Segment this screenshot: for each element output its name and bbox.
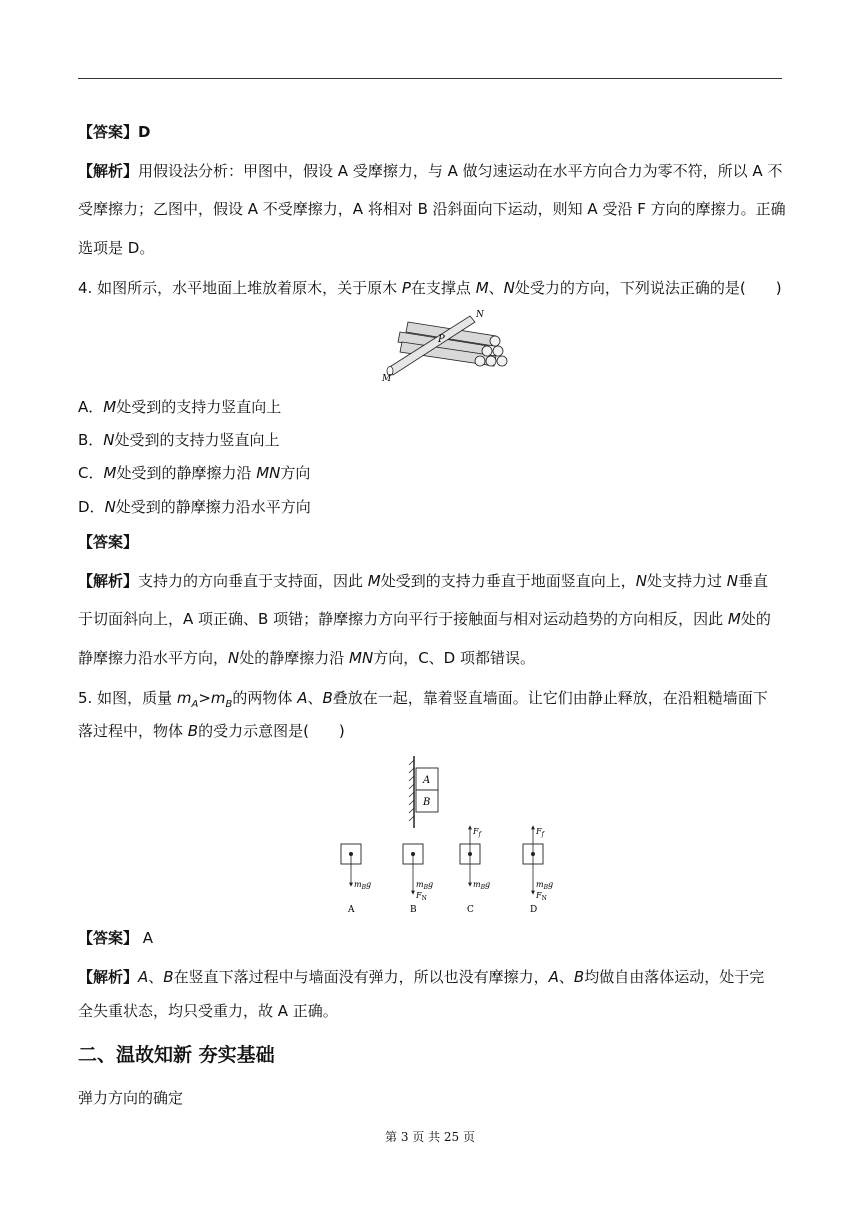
q4-stem: 4. 如图所示，水平地面上堆放着原木，关于原木 P在支撑点 M、N处受力的方向，下列说法正确的是( ) xyxy=(78,279,782,297)
option-a-diagram xyxy=(341,844,371,915)
q5-analysis-line-2: 全失重状态，均只受重力，故 A 正确。 xyxy=(78,1002,338,1020)
svg-text:mBg: $m_Bg$ xyxy=(473,880,491,891)
label-m: M xyxy=(382,374,392,384)
q3-analysis-line-1: 【解析】用假设法分析：甲图中，假设 A 受摩擦力，与 A 做匀速运动在水平方向合力为零不符，所以 A 不 xyxy=(78,162,783,180)
svg-text:Ff: $F_f$ xyxy=(473,827,481,838)
q4-analysis-line-1: 【解析】支持力的方向垂直于支持面，因此 M处受到的支持力垂直于地面竖直向上，N处支持力过 N垂直 xyxy=(78,572,769,590)
q5-stem-line-1: 5. 如图，质量 $m_A>m_B$的两物体 A、B叠放在一起，靠着竖直墙面。让它们由静止释放，在沿粗糙墙面下 xyxy=(78,689,768,710)
page-footer: 第 3 页 共 25 页 xyxy=(385,1130,475,1144)
label-n: N xyxy=(476,310,484,320)
svg-text:FN: $F_N$ xyxy=(536,891,547,902)
option-b-diagram xyxy=(403,844,433,915)
q4-option-c: C．M处受到的静摩擦力沿 MN方向 xyxy=(78,464,311,482)
svg-text:mBg: $m_Bg$ xyxy=(416,880,434,891)
svg-text:mBg: $m_Bg$ xyxy=(354,880,372,891)
option-d-diagram xyxy=(523,826,553,915)
q3-answer: 【答案】D xyxy=(78,123,151,141)
choice-b-label: B xyxy=(410,905,417,915)
svg-text:Ff: $F_f$ xyxy=(536,827,544,838)
q5-analysis-line-1: 【解析】A、B在竖直下落过程中与墙面没有弹力，所以也没有摩擦力，A、B均做自由落体运动，处于完 xyxy=(78,968,765,986)
block-a-label: A xyxy=(423,775,431,786)
logs-figure xyxy=(378,306,516,384)
svg-text:mBg: $m_Bg$ xyxy=(536,880,554,891)
q4-option-a: A．M处受到的支持力竖直向上 xyxy=(78,398,282,416)
block-b-label: B xyxy=(423,797,431,808)
section-title: 二、温故知新 夯实基础 xyxy=(78,1044,275,1066)
choice-c-label: C xyxy=(467,905,474,915)
q4-option-d: D．N处受到的静摩擦力沿水平方向 xyxy=(78,498,311,516)
q4-analysis-line-2: 于切面斜向上，A 项正确、B 项错；静摩擦力方向平行于接触面与相对运动趋势的方向相反，因此 M处的 xyxy=(78,610,771,628)
header-rule xyxy=(78,78,782,79)
section-subtitle: 弹力方向的确定 xyxy=(78,1089,184,1107)
q5-answer: 【答案】 A xyxy=(78,929,154,947)
q4-option-b: B．N处受到的支持力竖直向上 xyxy=(78,431,280,449)
q3-analysis-line-3: 选项是 D。 xyxy=(78,239,155,257)
svg-text:FN: $F_N$ xyxy=(416,891,427,902)
force-diagram-figure xyxy=(330,756,570,916)
label-p: P xyxy=(438,334,445,345)
option-c-diagram xyxy=(460,826,490,915)
choice-d-label: D xyxy=(530,905,538,915)
q4-answer: 【答案】 xyxy=(78,533,139,551)
q5-stem-line-2: 落过程中，物体 B的受力示意图是( ) xyxy=(78,722,345,740)
q3-analysis-line-2: 受摩擦力；乙图中，假设 A 不受摩擦力，A 将相对 B 沿斜面向下运动，则知 A 受沿 F 方向的摩擦力。正确 xyxy=(78,200,786,218)
choice-a-label: A xyxy=(348,905,355,915)
q4-analysis-line-3: 静摩擦力沿水平方向，N处的静摩擦力沿 MN方向，C、D 项都错误。 xyxy=(78,649,535,667)
